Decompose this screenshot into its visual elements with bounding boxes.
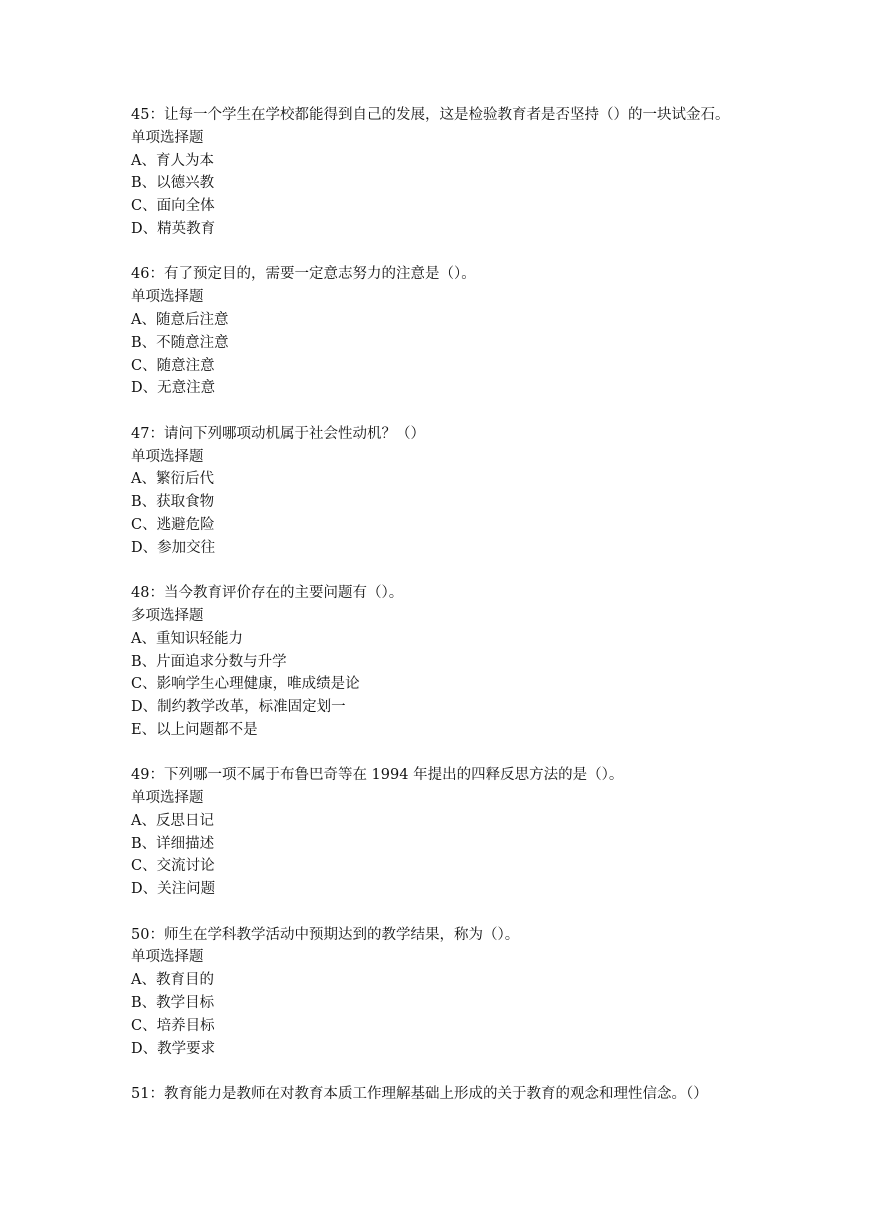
option-d: D、关注问题 — [131, 881, 216, 898]
option-b: B、片面追求分数与升学 — [131, 653, 287, 670]
option-d: D、教学要求 — [131, 1040, 216, 1057]
option-d: D、制约教学改革，标准固定划一 — [131, 699, 346, 716]
option-d: D、无意注意 — [131, 380, 216, 397]
question-type: 单项选择题 — [131, 129, 204, 146]
question-type: 多项选择题 — [131, 607, 204, 624]
option-b: B、不随意注意 — [131, 334, 229, 351]
question-stem: 45：让每一个学生在学校都能得到自己的发展，这是检验教育者是否坚持（）的一块试金石。 — [131, 107, 730, 123]
question-stem: 49：下列哪一项不属于布鲁巴奇等在 1994 年提出的四释反思方法的是（）。 — [131, 767, 624, 784]
question-stem: 48：当今教育评价存在的主要问题有（）。 — [131, 585, 404, 602]
question-47 — [131, 423, 831, 560]
option-c: C、培养目标 — [131, 1017, 215, 1034]
question-51 — [131, 1083, 831, 1106]
option-a: A、育人为本 — [131, 152, 214, 169]
question-stem: 51：教育能力是教师在对教育本质工作理解基础上形成的关于教育的观念和理性信念。（） — [131, 1086, 708, 1103]
question-type: 单项选择题 — [131, 790, 204, 807]
option-c: C、逃避危险 — [131, 516, 215, 533]
question-type: 单项选择题 — [131, 448, 204, 465]
option-a: A、繁衍后代 — [131, 471, 214, 488]
question-type: 单项选择题 — [131, 949, 204, 966]
option-b: B、以德兴教 — [131, 175, 215, 192]
question-50 — [131, 924, 831, 1061]
option-b: B、详细描述 — [131, 835, 215, 852]
question-46 — [131, 263, 831, 400]
question-49 — [131, 764, 831, 901]
option-b: B、教学目标 — [131, 995, 215, 1012]
option-d: D、参加交往 — [131, 539, 216, 556]
option-a: A、教育目的 — [131, 972, 214, 989]
option-b: B、获取食物 — [131, 494, 215, 511]
option-c: C、随意注意 — [131, 357, 215, 374]
option-c: C、交流讨论 — [131, 858, 215, 875]
question-type: 单项选择题 — [131, 289, 204, 306]
document-page — [131, 104, 831, 1128]
option-c: C、面向全体 — [131, 198, 215, 215]
question-45 — [131, 104, 831, 241]
option-a: A、随意后注意 — [131, 311, 229, 328]
option-c: C、影响学生心理健康，唯成绩是论 — [131, 676, 360, 693]
question-48 — [131, 582, 831, 742]
question-stem: 46：有了预定目的，需要一定意志努力的注意是（）。 — [131, 266, 476, 283]
question-stem: 50：师生在学科教学活动中预期达到的教学结果，称为（）。 — [131, 926, 520, 943]
question-stem: 47：请问下列哪项动机属于社会性动机？（） — [131, 425, 425, 442]
option-e: E、以上问题都不是 — [131, 721, 258, 738]
option-a: A、反思日记 — [131, 812, 214, 829]
option-a: A、重知识轻能力 — [131, 630, 243, 647]
option-d: D、精英教育 — [131, 220, 216, 237]
